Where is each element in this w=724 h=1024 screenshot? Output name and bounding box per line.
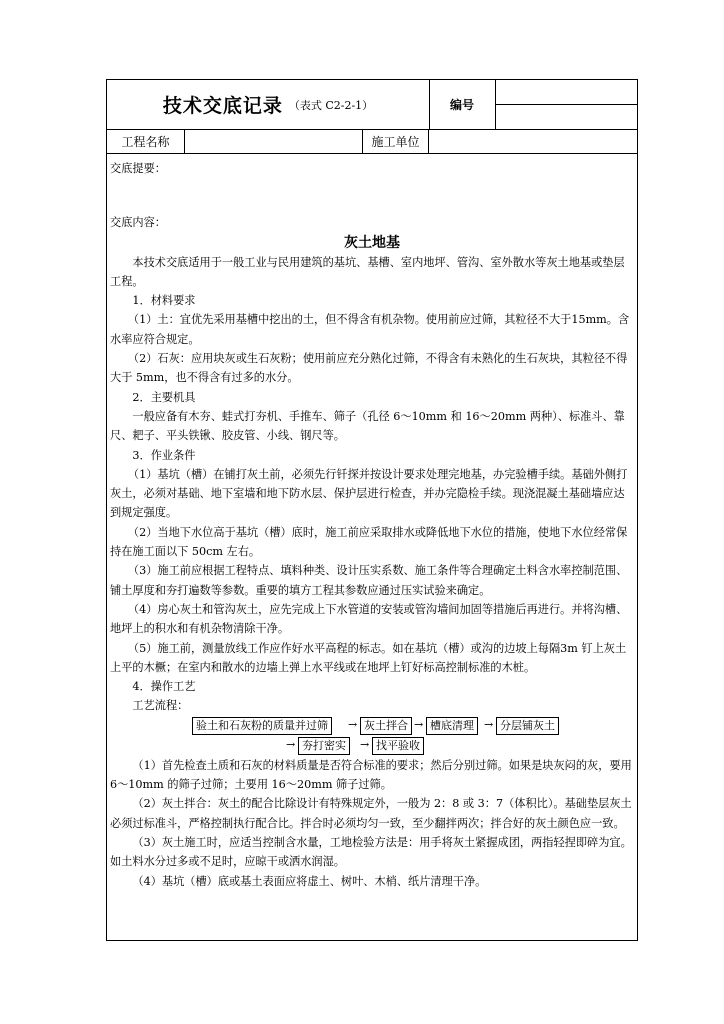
flow-step: 灰土拌合 bbox=[360, 717, 412, 735]
flow-arrow: → bbox=[348, 717, 358, 731]
flow-arrow: → bbox=[286, 737, 296, 751]
s4-title: 4．操作工艺 bbox=[132, 680, 196, 694]
process-flow-row-1 bbox=[110, 716, 634, 736]
flow-step: 找平验收 bbox=[372, 737, 424, 755]
flow-step: 验土和石灰粉的质量并过筛 bbox=[192, 717, 332, 735]
process-flow-row-2 bbox=[110, 736, 634, 756]
content-label: 交底内容： bbox=[110, 216, 166, 230]
s1-title: 1．材料要求 bbox=[132, 294, 196, 308]
project-name-field[interactable] bbox=[185, 129, 363, 153]
flow-step: 槽底清理 bbox=[426, 717, 478, 735]
flow-arrow: → bbox=[360, 737, 370, 751]
s3-title: 3．作业条件 bbox=[132, 448, 196, 462]
s3-paragraph-1: （1）基坑（槽）在铺打灰土前，必须先行钎探并按设计要求处理完地基，办完验槽手续。基础外侧打灰土，必须对基础、地下室墙和地下防水层、保护层进行检查，并办完隐检手续。现浇混凝土基础墙应达到规定强度。 bbox=[110, 467, 628, 520]
flow-arrow: → bbox=[414, 717, 424, 731]
s3-paragraph-5: （5）施工前，测量放线工作应作好水平高程的标志。如在基坑（槽）或沟的边坡上每隔3m 钉上灰土上平的木橛；在室内和散水的边墙上弹上水平线或在地坪上钉好标高控制标准的木桩。 bbox=[110, 641, 627, 674]
technical-briefing-form bbox=[106, 79, 638, 941]
s4-paragraph-2: （2）灰土拌合：灰土的配合比除设计有特殊规定外，一般为 2：8 或 3：7（体积比）。基础垫层灰土必须过标准斗，严格控制执行配合比。拌合时必须均匀一致，至少翻拌两次；拌合好的灰土颜色应一致。 bbox=[110, 797, 632, 830]
s3-paragraph-4: （4）房心灰土和管沟灰土，应先完成上下水管道的安装或管沟墙间加固等措施后再进行。并将沟槽、地坪上的积水和有机杂物清除干净。 bbox=[110, 602, 628, 636]
s3-paragraph-3: （3）施工前应根据工程特点、填料种类、设计压实系数、施工条件等合理确定土料含水率控制范围、铺土厚度和夯打遍数等参数。重要的填方工程其参数应通过压实试验来确定。 bbox=[110, 564, 628, 597]
number-divider bbox=[496, 104, 637, 105]
s4-paragraph-3: （3）灰土施工时，应适当控制含水量，工地检验方法是：用手将灰土紧握成团，两指轻捏即碎为宜。如土料水分过多或不足时，应晾干或洒水润湿。 bbox=[110, 835, 632, 869]
form-title: 技术交底记录 bbox=[162, 95, 283, 117]
form-code: （表式 C2-2-1） bbox=[288, 98, 374, 112]
section-title: 灰土地基 bbox=[344, 234, 400, 251]
s4-paragraph-1: （1）首先检查土质和石灰的材料质量是否符合标准的要求；然后分别过筛。如果是块灰闷的灰，要用 6～10mm 的筛子过筛；土要用 16～20mm 筛子过筛。 bbox=[110, 758, 632, 792]
intro-paragraph: 本技术交底适用于一般工业与民用建筑的基坑、基槽、室内地坪、管沟、室外散水等灰土地基或垫层工程。 bbox=[110, 255, 625, 288]
flow-step: 分层铺灰土 bbox=[496, 717, 559, 735]
flow-step: 夯打密实 bbox=[298, 737, 350, 755]
flow-arrow: → bbox=[484, 717, 494, 731]
construction-unit-label: 施工单位 bbox=[363, 129, 429, 153]
summary-label: 交底提要： bbox=[110, 162, 166, 175]
form-header-row bbox=[107, 80, 637, 130]
number-label: 编号 bbox=[429, 80, 496, 129]
number-field[interactable] bbox=[496, 80, 637, 129]
s3-paragraph-2: （2）当地下水位高于基坑（槽）底时，施工前应采取排水或降低地下水位的措施，使地下水位经常保持在施工面以下 50cm 左右。 bbox=[110, 525, 628, 559]
s1-paragraph-1: （1）土：宜优先采用基槽中挖出的土，但不得含有机杂物。使用前应过筛，其粒径不大于15mm。含水率应符合规定。 bbox=[110, 313, 630, 346]
s2-paragraph-1: 一般应备有木夯、蛙式打夯机、手推车、筛子（孔径 6～10mm 和 16～20mm 两种）、标准斗、靠尺、耙子、平头铁锹、胶皮管、小线、钢尺等。 bbox=[110, 409, 625, 443]
construction-unit-field[interactable] bbox=[429, 129, 637, 153]
s2-title: 2．主要机具 bbox=[132, 390, 196, 404]
s1-paragraph-2: （2）石灰：应用块灰或生石灰粉；使用前应充分熟化过筛，不得含有未熟化的生石灰块，其粒径不得大于 5mm，也不得含有过多的水分。 bbox=[110, 352, 628, 385]
project-name-label: 工程名称 bbox=[107, 129, 185, 153]
form-title-cell bbox=[107, 80, 430, 129]
flow-label: 工艺流程： bbox=[132, 699, 189, 713]
s4-paragraph-4: （4）基坑（槽）底或基土表面应将虚土、树叶、木梢、纸片清理干净。 bbox=[132, 874, 487, 888]
project-info-row bbox=[107, 129, 637, 154]
briefing-content bbox=[107, 153, 637, 891]
